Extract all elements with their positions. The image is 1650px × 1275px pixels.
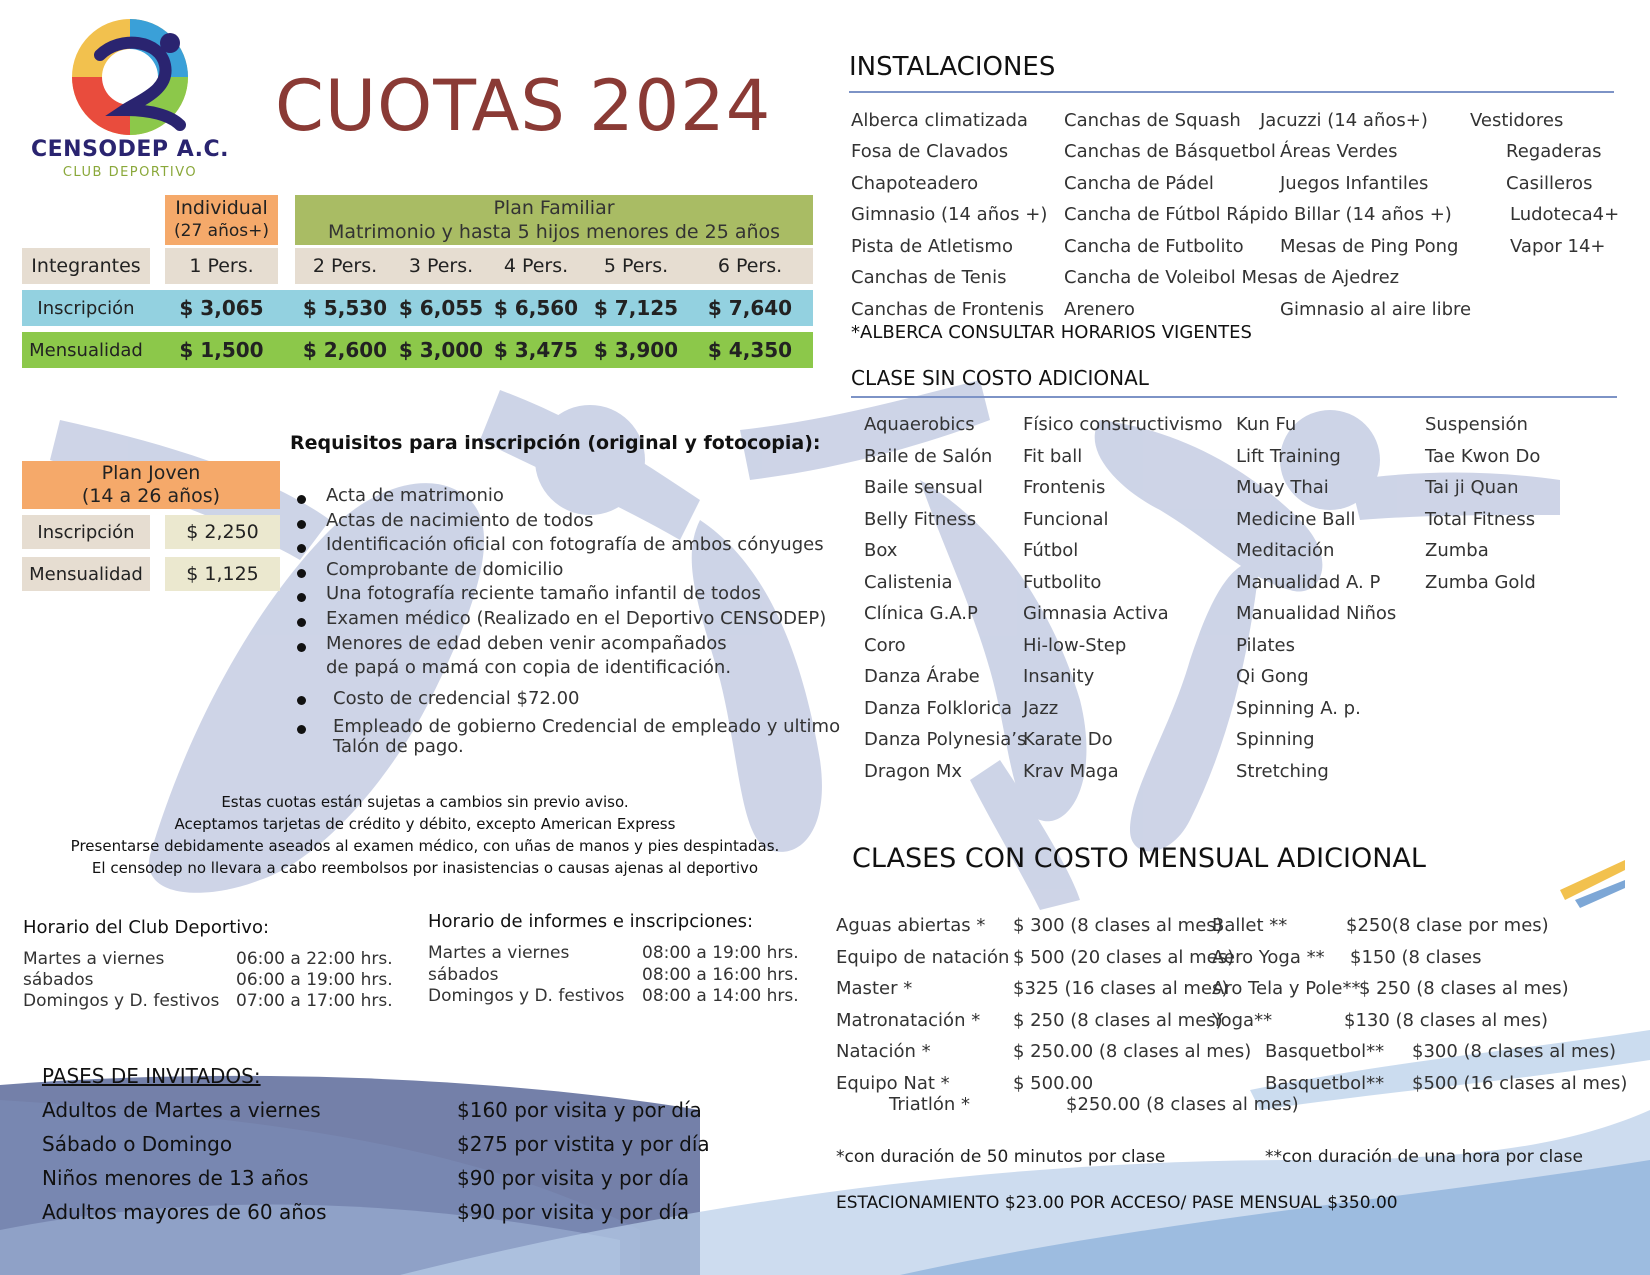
clase-item: Fútbol bbox=[1023, 540, 1079, 561]
clase-item: Baile de Salón bbox=[864, 445, 993, 467]
parking-note: ESTACIONAMIENTO $23.00 POR ACCESO/ PASE MENSUAL $350.00 bbox=[836, 1193, 1398, 1213]
clase-item: Frontenis bbox=[1023, 477, 1106, 498]
clases-col4 bbox=[1425, 414, 1540, 603]
horario-informes-day: sábados bbox=[428, 965, 499, 985]
cell-mensualidad-1: $ 1,500 bbox=[179, 338, 264, 362]
inst-col4-item: Ludoteca4+ bbox=[1510, 204, 1620, 225]
horario-club-hours: 06:00 a 22:00 hrs. bbox=[236, 949, 393, 969]
inst-col2-item: Cancha de Pádel bbox=[1064, 173, 1214, 194]
bullet-icon bbox=[297, 495, 306, 504]
joven-inscripcion-label: Inscripción bbox=[22, 515, 150, 549]
individual-title: Individual bbox=[175, 197, 268, 219]
costo-left-name: Matronatación * bbox=[836, 1010, 981, 1031]
horario-informes-day: Martes a viernes bbox=[428, 943, 570, 963]
clase-item: Físico constructivismo bbox=[1023, 414, 1223, 435]
costo-right-price: $130 (8 clases al mes) bbox=[1344, 1010, 1548, 1031]
pase-who: Sábado o Domingo bbox=[42, 1132, 233, 1156]
alberca-note: *ALBERCA CONSULTAR HORARIOS VIGENTES bbox=[851, 322, 1252, 343]
bullet-icon bbox=[297, 569, 306, 578]
row-label-inscripcion: Inscripción bbox=[37, 297, 135, 319]
inst-col2-item: Arenero bbox=[1064, 299, 1135, 320]
notes bbox=[20, 793, 830, 881]
cell-inscripcion-5: $ 7,125 bbox=[593, 296, 679, 320]
pase-price: $160 por visita y por día bbox=[457, 1098, 702, 1122]
clase-item: Box bbox=[864, 540, 898, 561]
requisito-item: Comprobante de domicilio bbox=[326, 559, 564, 580]
clase-item: Suspensión bbox=[1425, 414, 1528, 435]
costo-left-price: $ 500 (20 clases al mes) bbox=[1013, 947, 1235, 968]
cell-mensualidad-4: $ 3,475 bbox=[493, 338, 579, 362]
inst-col2-item: Cancha de Fútbol Rápido Billar (14 años +) bbox=[1064, 204, 1452, 225]
inst-col2-item: Canchas de Squash bbox=[1064, 110, 1241, 131]
note-line: El censodep no llevara a cabo reembolsos por inasistencias o causas ajenas al deportivo bbox=[91, 859, 759, 877]
cell-inscripcion-2: $ 5,530 bbox=[302, 296, 388, 320]
row-label-integrantes: Integrantes bbox=[22, 248, 150, 284]
inst-col3-item: Juegos Infantiles bbox=[1280, 173, 1429, 194]
inst-col1-item: Chapoteadero bbox=[851, 173, 979, 194]
clase-item: Spinning A. p. bbox=[1236, 697, 1361, 719]
cell-mensualidad-2: $ 2,600 bbox=[302, 338, 388, 362]
clase-item: Total Fitness bbox=[1425, 508, 1536, 530]
requisito-item: Examen médico (Realizado en el Deportivo CENSODEP) bbox=[326, 608, 827, 629]
inst-col3-item: Mesas de Ping Pong bbox=[1280, 236, 1459, 257]
inst-col3-item: Jacuzzi (14 años+) bbox=[1260, 110, 1428, 131]
clase-item: Kun Fu bbox=[1236, 414, 1297, 435]
joven-sub: (14 a 26 años) bbox=[81, 485, 221, 507]
clase-sin-costo-rule bbox=[851, 396, 1617, 398]
horario-informes-hours: 08:00 a 14:00 hrs. bbox=[642, 986, 799, 1006]
requisitos-list bbox=[295, 485, 841, 765]
costo-right-name: Yoga** bbox=[1212, 1010, 1273, 1031]
pase-price: $90 por visita y por día bbox=[457, 1166, 690, 1190]
row-label-mensualidad: Mensualidad bbox=[29, 339, 143, 361]
cell-integrantes-4: 4 Pers. bbox=[503, 255, 569, 277]
costo-right-price: $ 250 (8 clases al mes) bbox=[1359, 978, 1569, 999]
joven-title: Plan Joven bbox=[101, 462, 201, 484]
clase-item: Krav Maga bbox=[1023, 760, 1119, 782]
header-plan-joven bbox=[22, 461, 280, 509]
clase-item: Manualidad A. P bbox=[1236, 571, 1381, 593]
horario-club-hours: 06:00 a 19:00 hrs. bbox=[236, 970, 393, 990]
cell-mensualidad-3: $ 3,000 bbox=[398, 338, 484, 362]
note-50-min: *con duración de 50 minutos por clase bbox=[836, 1147, 1166, 1167]
clase-item: Tai ji Quan bbox=[1425, 477, 1519, 498]
clase-item: Pilates bbox=[1236, 634, 1296, 656]
cell-inscripcion-3: $ 6,055 bbox=[398, 296, 484, 320]
instalaciones-title: INSTALACIONES bbox=[849, 52, 1056, 82]
inst-col4-item: Vestidores bbox=[1470, 110, 1564, 131]
logo bbox=[30, 15, 230, 185]
joven-mensualidad-value: $ 1,125 bbox=[165, 557, 280, 591]
note-line: Aceptamos tarjetas de crédito y débito, excepto American Express bbox=[174, 815, 676, 833]
family-title: Plan Familiar bbox=[493, 197, 615, 219]
joven-mensualidad-label: Mensualidad bbox=[22, 557, 150, 591]
horario-informes-hours: 08:00 a 16:00 hrs. bbox=[642, 965, 799, 985]
requisito-item: Menores de edad deben venir acompañados bbox=[326, 633, 727, 654]
costo-left-name: Natación * bbox=[836, 1041, 931, 1062]
cell-mensualidad-6: $ 4,350 bbox=[707, 338, 793, 362]
requisito-item: Empleado de gobierno Credencial de empleado y ultimo bbox=[333, 716, 841, 737]
horario-club-title: Horario del Club Deportivo: bbox=[23, 917, 270, 938]
logo-subtitle: CLUB DEPORTIVO bbox=[62, 165, 198, 180]
inst-col1-item: Canchas de Tenis bbox=[851, 267, 1007, 288]
clase-item: Zumba Gold bbox=[1425, 571, 1536, 593]
clases-col3 bbox=[1236, 414, 1396, 792]
clase-item: Stretching bbox=[1236, 760, 1329, 782]
requisito-item: Costo de credencial $72.00 bbox=[333, 688, 580, 709]
bullet-icon bbox=[297, 593, 306, 602]
clase-item: Lift Training bbox=[1236, 445, 1341, 467]
cell-inscripcion-1: $ 3,065 bbox=[179, 296, 264, 320]
costo-left-name: Equipo de natación bbox=[836, 947, 1010, 968]
cell-integrantes-6: 6 Pers. bbox=[717, 255, 783, 277]
bullet-icon bbox=[297, 544, 306, 553]
clase-sin-costo-title: CLASE SIN COSTO ADICIONAL bbox=[851, 366, 1149, 390]
clase-item: Coro bbox=[864, 634, 906, 656]
inst-col1-item: Canchas de Frontenis bbox=[851, 299, 1045, 320]
clase-item: Baile sensual bbox=[864, 477, 983, 498]
clase-item: Qi Gong bbox=[1236, 666, 1309, 687]
clase-item: Hi-low-Step bbox=[1023, 634, 1127, 656]
logo-name: CENSODEP A.C. bbox=[30, 137, 229, 162]
inst-col2-item: Canchas de Básquetbol bbox=[1064, 141, 1276, 162]
inst-col3-item: Áreas Verdes bbox=[1280, 141, 1398, 162]
note-line: Presentarse debidamente aseados al examen médico, con uñas de manos y pies despintadas. bbox=[70, 837, 780, 855]
pase-price: $275 por vistita y por día bbox=[457, 1132, 710, 1156]
requisito-item: Una fotografía reciente tamaño infantil de todos bbox=[326, 583, 761, 604]
bullet-icon bbox=[297, 643, 306, 652]
horario-informes-title: Horario de informes e inscripciones: bbox=[428, 911, 754, 932]
pase-who: Adultos de Martes a viernes bbox=[42, 1098, 321, 1122]
inst-col4-item: Vapor 14+ bbox=[1510, 236, 1606, 257]
inst-col1-item: Pista de Atletismo bbox=[851, 236, 1013, 257]
note-line: Estas cuotas están sujetas a cambios sin previo aviso. bbox=[221, 793, 629, 811]
clase-item: Funcional bbox=[1023, 508, 1109, 530]
clase-item: Gimnasia Activa bbox=[1023, 603, 1169, 624]
clase-item: Tae Kwon Do bbox=[1425, 445, 1541, 467]
horario-club-day: Martes a viernes bbox=[23, 949, 165, 969]
inst-col1-item: Fosa de Clavados bbox=[851, 141, 1009, 162]
clases-col2 bbox=[1023, 414, 1222, 792]
costo-right-name: Ballet ** bbox=[1212, 915, 1288, 936]
inst-col2-item: Cancha de Voleibol Mesas de Ajedrez bbox=[1064, 267, 1400, 288]
clase-item: Aquaerobics bbox=[864, 414, 975, 435]
horario-club-day: sábados bbox=[23, 970, 94, 990]
costo-left-price: $ 500.00 bbox=[1013, 1073, 1094, 1094]
header-individual bbox=[165, 195, 278, 245]
costo-left-name: Master * bbox=[836, 978, 913, 999]
individual-sub: (27 años+) bbox=[174, 221, 269, 241]
clase-item: Danza Folklorica bbox=[864, 697, 1012, 719]
cell-inscripcion-4: $ 6,560 bbox=[493, 296, 579, 320]
note-una-hora: **con duración de una hora por clase bbox=[1265, 1147, 1583, 1167]
horario-informes-day: Domingos y D. festivos bbox=[428, 986, 625, 1006]
logo-emblem bbox=[30, 15, 230, 145]
clase-item: Spinning bbox=[1236, 729, 1315, 750]
clase-item: Muay Thai bbox=[1236, 477, 1329, 498]
clase-item: Insanity bbox=[1023, 666, 1095, 687]
inst-col2-item: Cancha de Futbolito bbox=[1064, 236, 1244, 257]
cell-integrantes-1: 1 Pers. bbox=[165, 248, 278, 284]
costo-left-price: $325 (16 clases al mes) bbox=[1013, 978, 1229, 999]
clase-item: Futbolito bbox=[1023, 571, 1102, 593]
costo-right-name: Basquetbol** bbox=[1265, 1041, 1385, 1062]
requisito-item: Identificación oficial con fotografía de ambos cónyuges bbox=[326, 534, 824, 555]
bullet-icon bbox=[297, 520, 306, 529]
clase-item: Fit ball bbox=[1023, 445, 1083, 467]
triatlon-name: Triatlón * bbox=[889, 1094, 970, 1115]
requisitos-title: Requisitos para inscripción (original y fotocopia): bbox=[290, 432, 821, 454]
horario-informes-hours: 08:00 a 19:00 hrs. bbox=[642, 943, 799, 963]
clase-item: Manualidad Niños bbox=[1236, 603, 1397, 624]
requisito-item-cont: de papá o mamá con copia de identificación. bbox=[326, 657, 732, 678]
inst-col3-item: Gimnasio al aire libre bbox=[1280, 299, 1472, 320]
clase-item: Dragon Mx bbox=[864, 760, 963, 782]
costo-right-price: $500 (16 clases al mes) bbox=[1412, 1073, 1628, 1094]
clase-item: Danza Árabe bbox=[864, 666, 980, 687]
requisito-item: Actas de nacimiento de todos bbox=[326, 510, 594, 531]
cell-integrantes-3: 3 Pers. bbox=[408, 255, 474, 277]
clase-item: Clínica G.A.P bbox=[864, 603, 978, 624]
horario-club-hours: 07:00 a 17:00 hrs. bbox=[236, 991, 393, 1011]
clase-item: Jazz bbox=[1023, 697, 1059, 719]
joven-inscripcion-value: $ 2,250 bbox=[165, 515, 280, 549]
costo-left-price: $ 250.00 (8 clases al mes) bbox=[1013, 1041, 1252, 1062]
inst-col4-item: Regaderas bbox=[1506, 141, 1602, 162]
pase-who: Adultos mayores de 60 años bbox=[42, 1200, 327, 1224]
cell-inscripcion-6: $ 7,640 bbox=[707, 296, 793, 320]
triatlon-price: $250.00 (8 clases al mes) bbox=[1066, 1094, 1299, 1115]
clase-item: Zumba bbox=[1425, 540, 1489, 561]
cell-integrantes-2: 2 Pers. bbox=[312, 255, 378, 277]
requisito-item-cont: Talón de pago. bbox=[333, 736, 464, 757]
costo-left-price: $ 250 (8 clases al mes) bbox=[1013, 1010, 1223, 1031]
instalaciones-rule bbox=[849, 91, 1614, 93]
clase-item: Medicine Ball bbox=[1236, 508, 1356, 530]
bullet-icon bbox=[297, 618, 306, 627]
costo-right-name: Aro Tela y Pole** bbox=[1212, 978, 1361, 999]
inst-col4-item: Casilleros bbox=[1506, 173, 1593, 194]
costo-right-name: Aero Yoga ** bbox=[1212, 947, 1325, 968]
costo-left-name: Aguas abiertas * bbox=[836, 915, 986, 936]
inst-col1-item: Alberca climatizada bbox=[851, 110, 1028, 131]
clase-item: Karate Do bbox=[1023, 729, 1113, 750]
pase-price: $90 por visita y por día bbox=[457, 1200, 690, 1224]
pases-title: PASES DE INVITADOS: bbox=[42, 1064, 261, 1088]
horario-club-day: Domingos y D. festivos bbox=[23, 991, 220, 1011]
cell-mensualidad-5: $ 3,900 bbox=[593, 338, 679, 362]
costo-left-name: Equipo Nat * bbox=[836, 1073, 950, 1094]
page-title: CUOTAS 2024 bbox=[275, 65, 772, 147]
bullet-icon bbox=[297, 725, 306, 734]
clase-item: Belly Fitness bbox=[864, 508, 977, 530]
costo-left-price: $ 300 (8 clases al mes) bbox=[1013, 915, 1223, 936]
clase-item: Calistenia bbox=[864, 571, 953, 593]
header-plan-familiar bbox=[295, 195, 813, 245]
clase-item: Danza Polynesia’s bbox=[864, 729, 1027, 750]
requisito-item: Acta de matrimonio bbox=[326, 485, 504, 506]
pase-who: Niños menores de 13 años bbox=[42, 1166, 309, 1190]
bullet-icon bbox=[297, 696, 306, 705]
inst-col1-item: Gimnasio (14 años +) bbox=[851, 204, 1048, 225]
clases-col1 bbox=[864, 414, 1026, 792]
clases-costo-title: CLASES CON COSTO MENSUAL ADICIONAL bbox=[852, 843, 1426, 874]
costo-right-price: $150 (8 clases bbox=[1350, 947, 1482, 968]
cell-integrantes-5: 5 Pers. bbox=[603, 255, 669, 277]
costo-right-name: Basquetbol** bbox=[1265, 1073, 1385, 1094]
family-sub: Matrimonio y hasta 5 hijos menores de 25 años bbox=[327, 221, 781, 243]
costo-right-price: $250(8 clase por mes) bbox=[1346, 915, 1549, 936]
clase-item: Meditación bbox=[1236, 540, 1335, 561]
costo-right-price: $300 (8 clases al mes) bbox=[1412, 1041, 1616, 1062]
